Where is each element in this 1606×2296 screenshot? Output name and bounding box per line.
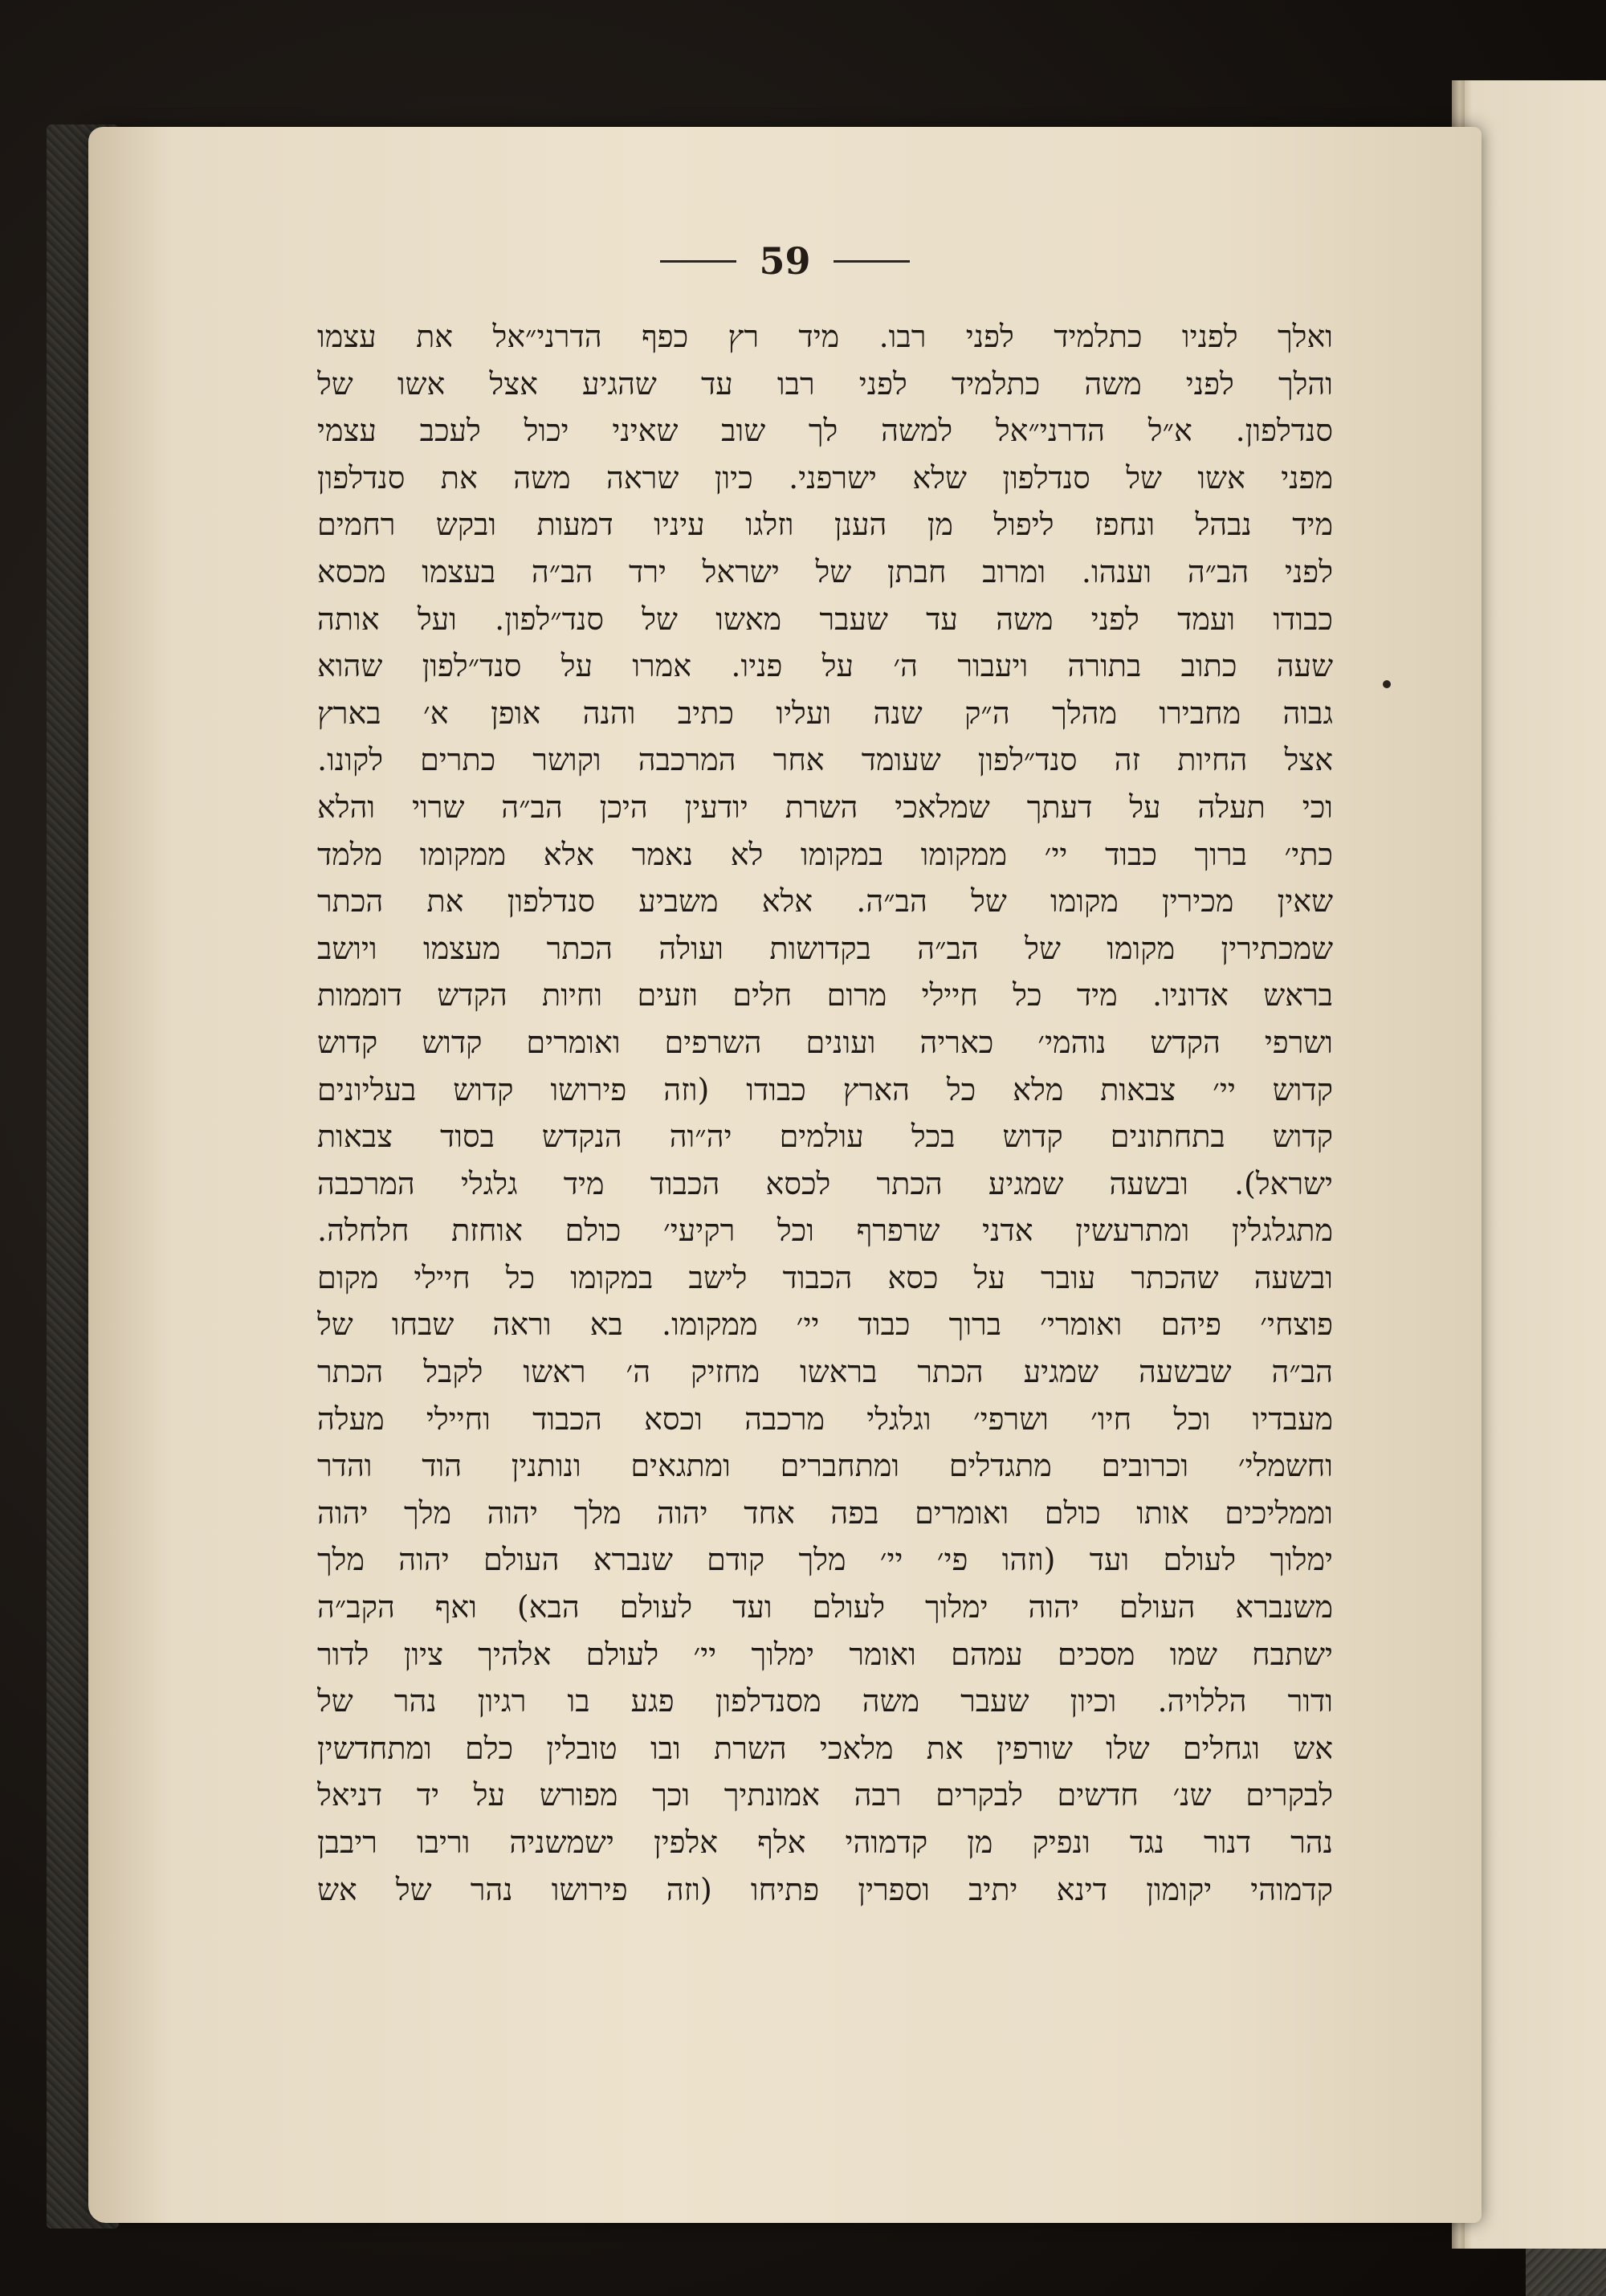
text-line: מעבדיו וכל חיו׳ ושרפי׳ וגלגלי מרכבה וכסא הכבוד וחיילי מעלה xyxy=(317,1401,1333,1437)
text-line: גבוה מחבירו מהלך ה״ק שנה ועליו כתיב והנה אופן א׳ בארץ xyxy=(317,695,1333,731)
text-line: קדוש יי׳ צבאות מלא כל הארץ כבודו (וזה פירושו קדוש בעליונים xyxy=(317,1071,1333,1107)
text-line: מתגלגלין ומתרעשין אדני שרפרף וכל רקיעי׳ כולם אוחזת חלחלה. xyxy=(317,1213,1333,1249)
text-line: ובשעה שהכתר עובר על כסא הכבוד לישב במקומו כל חיילי מקום xyxy=(317,1259,1333,1295)
text-line: ושרפי הקדש נוהמי׳ כאריה ועונים השרפים ואומרים קדוש קדוש xyxy=(317,1024,1333,1060)
text-line: וממליכים אותו כולם ואומרים בפה אחד יהוה מלך יהוה מלך יהוה xyxy=(317,1495,1333,1531)
text-line: לבקרים שנ׳ חדשים לבקרים רבה אמונתיך וכך מפורש על יד דניאל xyxy=(317,1777,1333,1813)
page-number: 59 xyxy=(759,239,811,283)
text-line: בראש אדוניו. מיד כל חיילי מרום חלים וזעים וחיות הקדש דוממות xyxy=(317,977,1333,1013)
text-line: שעה כתוב בתורה ויעבור ה׳ על פניו. אמרו על סנד״לפון שהוא xyxy=(317,648,1333,684)
text-line: כבודו ועמד לפני משה עד שעבר מאשו של סנד״לפון. ועל אותה xyxy=(317,601,1333,637)
text-line: קדוש בתחתונים קדוש בכל עולמים יה״וה הנקדש בסוד צבאות xyxy=(317,1119,1333,1155)
margin-ink-dot xyxy=(1383,680,1391,688)
text-line: פוצחי׳ פיהם ואומרי׳ ברוך כבוד יי׳ ממקומו. בא וראה שבחו של xyxy=(317,1307,1333,1343)
text-line: קדמוהי יקומון דינא יתיב וספרין פתיחו (וזה פירושו נהר של אש xyxy=(317,1871,1333,1907)
text-line: שמכתירין מקומו של הב״ה בקדושות ועולה הכתר מעצמו ויושב xyxy=(317,930,1333,966)
text-line: שאין מכירין מקומו של הב״ה. אלא משביע סנדלפון את הכתר xyxy=(317,883,1333,920)
page-header xyxy=(88,233,1482,289)
text-line: משנברא העולם יהוה ימלוך לעולם ועד לעולם הבא) ואף הקב״ה xyxy=(317,1589,1333,1625)
text-line: כתי׳ ברוך כבוד יי׳ ממקומו במקומו לא נאמר אלא ממקומו מלמד xyxy=(317,836,1333,872)
text-line: אצל החיות זה סנד״לפון שעומד אחר המרכבה וקושר כתרים לקונו. xyxy=(317,742,1333,778)
text-line: ודור הללויה. וכיון שעבר משה מסנדלפון פגע בו רגיון נהר של xyxy=(317,1683,1333,1719)
body-text xyxy=(317,313,1333,1913)
text-line: הב״ה שבשעה שמגיע הכתר בראשו מחזיק ה׳ ראשו לקבל הכתר xyxy=(317,1354,1333,1390)
text-line: נהר דנור נגד ונפיק מן קדמוהי אלף אלפין ישמשניה וריבו ריבבן xyxy=(317,1825,1333,1860)
text-line: סנדלפון. א״ל הדרני״אל למשה לך שוב שאיני יכול לעכב עצמי xyxy=(317,413,1333,449)
text-line: ואלך לפניו כתלמיד לפני רבו. מיד רץ כפף הדרני״אל את עצמו xyxy=(317,319,1333,354)
header-rule-right xyxy=(834,260,910,263)
text-line: וחשמלי׳ וכרובים מתגדלים ומתחברים ומתגאים ונותנין הוד והדר xyxy=(317,1448,1333,1484)
text-line: ימלוך לעולם ועד (וזהו פי׳ יי׳ מלך קודם שנברא העולם יהוה מלך xyxy=(317,1542,1333,1578)
text-line: ישתבח שמו מסכים עמהם ואומר ימלוך יי׳ לעולם אלהיך ציון לדור xyxy=(317,1636,1333,1672)
text-line: והלך לפני משה כתלמיד לפני רבו עד שהגיע אצל אשו של xyxy=(317,365,1333,402)
text-line: ישראל). ובשעה שמגיע הכתר לכסא הכבוד מיד גלגלי המרכבה xyxy=(317,1165,1333,1201)
text-line: מפני אשו של סנדלפון שלא ישרפני. כיון שראה משה את סנדלפון xyxy=(317,459,1333,495)
header-rule-left xyxy=(660,260,736,263)
text-line: וכי תעלה על דעתך שמלאכי השרת יודעין היכן הב״ה שרוי והלא xyxy=(317,789,1333,825)
text-line: אש וגחלים שלו שורפין את מלאכי השרת ובו טובלין כלם ומתחדשין xyxy=(317,1730,1333,1766)
text-line: מיד נבהל ונחפז ליפול מן הענן וזלגו עיניו דמעות ובקש רחמים xyxy=(317,507,1333,543)
text-line: לפני הב״ה וענהו. ומרוב חבתן של ישראל ירד הב״ה בעצמו מכסא xyxy=(317,553,1333,589)
